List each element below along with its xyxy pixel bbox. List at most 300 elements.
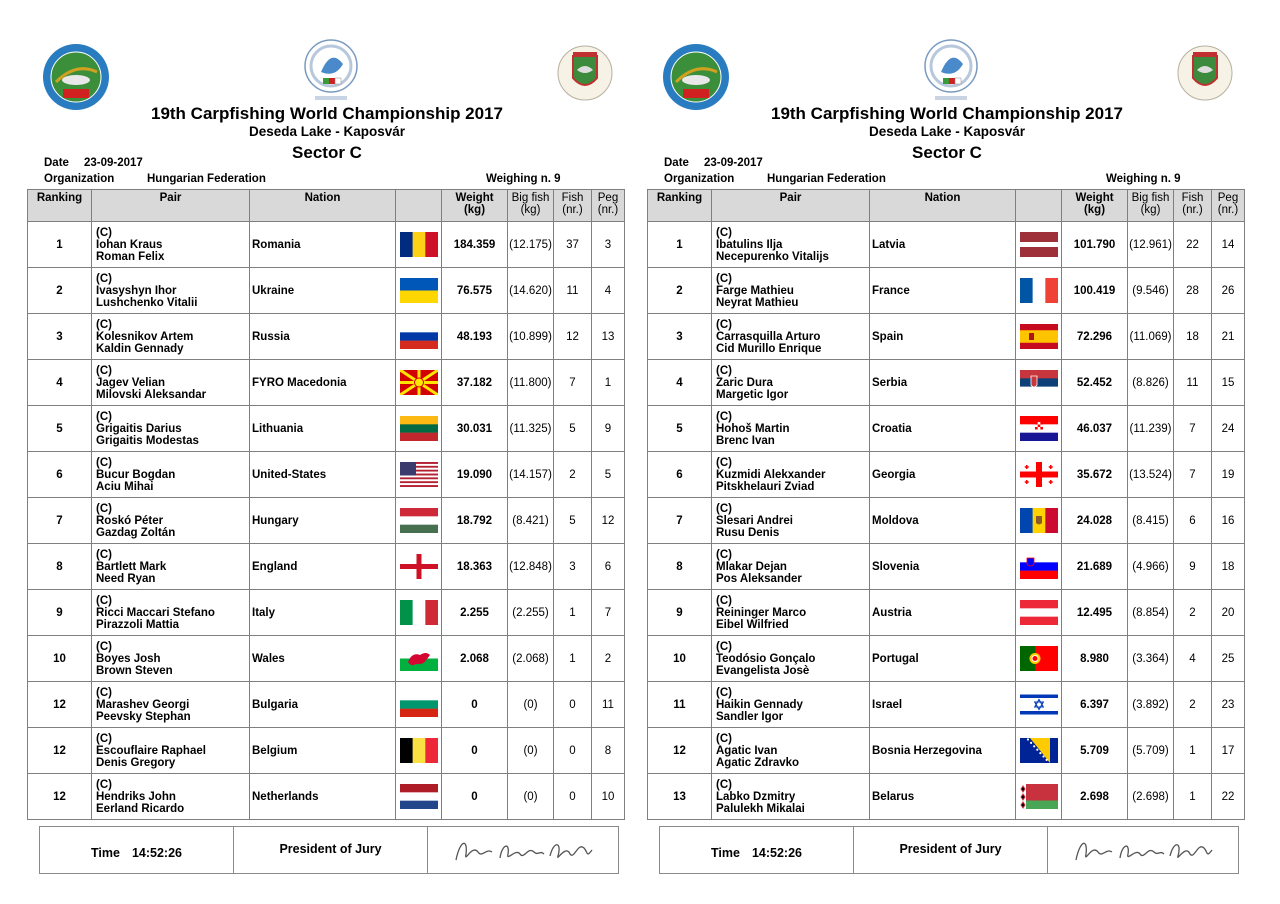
angler-1: Ivasyshyn Ihor [96,284,177,297]
pair-category: (C) [716,548,732,561]
nation-cell: Ukraine [250,268,396,314]
flag-cell [1016,452,1062,498]
bigfish-cell: (14.157) [508,452,554,498]
peg-cell: 13 [592,314,625,360]
fish-count-cell: 1 [554,636,592,682]
pair-header: Pair [92,190,250,222]
table-row [28,314,625,360]
time-value: 14:52:26 [751,846,802,860]
table-row [648,728,1245,774]
italy-flag-icon [400,600,438,625]
flag-cell [396,406,442,452]
fish-count-cell: 0 [554,682,592,728]
flag-cell [396,314,442,360]
weighing-number: Weighing n. 9 [486,173,561,185]
rank-cell: 10 [28,636,92,682]
weight-header-label: Weight [1075,192,1114,204]
rank-cell: 7 [648,498,712,544]
nation-cell: France [870,268,1016,314]
pair-category: (C) [96,226,112,239]
peg-cell: 19 [1212,452,1245,498]
pair-cell [92,590,250,636]
nation-cell: Bulgaria [250,682,396,728]
peg-header-unit: (nr.) [597,204,619,216]
peg-header [1212,190,1245,222]
nation-cell: Georgia [870,452,1016,498]
pair-category: (C) [96,732,112,745]
usa-flag-icon [400,462,438,487]
angler-2: Eerland Ricardo [96,802,185,815]
flag-cell [396,360,442,406]
bigfish-cell: (0) [508,728,554,774]
fish-count-cell: 7 [1174,452,1212,498]
pair-category: (C) [716,732,732,745]
table-row [28,222,625,268]
pair-category: (C) [716,640,732,653]
results-body [648,222,1245,820]
table-row [28,728,625,774]
rank-cell: 12 [648,728,712,774]
flag-cell [396,590,442,636]
rank-cell: 13 [648,774,712,820]
angler-1: Boyes Josh [96,652,161,665]
fips-sed-logo [41,42,111,112]
romania-flag-icon [400,232,438,257]
weight-header [442,190,508,222]
table-row [28,498,625,544]
peg-cell: 18 [1212,544,1245,590]
angler-2: Evangelista Josè [716,664,810,677]
pair-category: (C) [96,686,112,699]
peg-header-unit: (nr.) [1217,204,1239,216]
angler-1: Teodósio Gonçalo [716,652,816,665]
bigfish-cell: (14.620) [508,268,554,314]
rank-cell: 1 [28,222,92,268]
table-row [648,544,1245,590]
fish-count-cell: 22 [1174,222,1212,268]
venue-subtitle: Deseda Lake - Kaposvár [248,124,406,139]
table-row [648,222,1245,268]
serbia-flag-icon [1020,370,1058,395]
flag-cell [1016,774,1062,820]
pair-category: (C) [716,410,732,423]
pair-cell [712,360,870,406]
angler-2: Necepurenko Vitalijs [716,250,829,263]
rank-cell: 2 [648,268,712,314]
weight-cell: 12.495 [1062,590,1128,636]
flag-header [1016,190,1062,222]
bulgaria-flag-icon [400,692,438,717]
angler-1: Agatic Ivan [716,744,778,757]
angler-2: Pitskhelauri Zviad [716,480,815,493]
russia-flag-icon [400,324,438,349]
date-label: Date [44,157,69,169]
table-row [648,774,1245,820]
weight-cell: 48.193 [442,314,508,360]
bigfish-cell: (12.961) [1128,222,1174,268]
table-row [28,360,625,406]
flag-cell [1016,498,1062,544]
pair-category: (C) [96,548,112,561]
belgium-flag-icon [400,738,438,763]
weight-cell: 37.182 [442,360,508,406]
angler-2: Gazdag Zoltán [96,526,176,539]
pair-category: (C) [716,502,732,515]
angler-2: Peevsky Stephan [96,710,191,723]
flag-cell [396,728,442,774]
pair-category: (C) [96,778,112,791]
peg-cell: 3 [592,222,625,268]
nation-cell: Bosnia Herzegovina [870,728,1016,774]
angler-2: Need Ryan [96,572,156,585]
weight-cell: 76.575 [442,268,508,314]
results-sheet-right [647,0,1247,904]
rank-cell: 3 [28,314,92,360]
flag-cell [1016,728,1062,774]
table-row [648,268,1245,314]
organization-value: Hungarian Federation [147,173,266,185]
georgia-flag-icon [1020,462,1058,487]
flag-cell [1016,222,1062,268]
angler-2: Pirazzoli Mattia [96,618,180,631]
rank-cell: 1 [648,222,712,268]
nation-cell: Moldova [870,498,1016,544]
weighing-number: Weighing n. 9 [1106,173,1181,185]
bigfish-header [508,190,554,222]
bigfish-cell: (2.068) [508,636,554,682]
fish-count-cell: 0 [554,774,592,820]
pair-cell [712,774,870,820]
flag-cell [1016,268,1062,314]
rank-cell: 4 [648,360,712,406]
peg-cell: 14 [1212,222,1245,268]
weight-cell: 19.090 [442,452,508,498]
angler-1: Slesari Andrei [716,514,793,527]
angler-2: Margetic Igor [716,388,789,401]
nation-cell: Netherlands [250,774,396,820]
sector-title: Sector C [292,143,362,162]
table-row [28,590,625,636]
angler-1: Haikin Gennady [716,698,803,711]
weight-header-label: Weight [455,192,494,204]
table-row [648,498,1245,544]
table-row [648,406,1245,452]
netherlands-flag-icon [400,784,438,809]
pair-category: (C) [716,456,732,469]
weight-cell: 0 [442,774,508,820]
portugal-flag-icon [1020,646,1058,671]
bigfish-cell: (0) [508,682,554,728]
fish-count-cell: 12 [554,314,592,360]
nation-cell: Hungary [250,498,396,544]
time-label: Time [91,846,120,860]
macedonia-flag-icon [400,370,438,395]
pair-cell [712,590,870,636]
angler-1: Bartlett Mark [96,560,167,573]
angler-2: Kaldin Gennady [96,342,184,355]
hungary-flag-icon [400,508,438,533]
rank-cell: 11 [648,682,712,728]
weight-cell: 2.255 [442,590,508,636]
slovenia-flag-icon [1020,554,1058,579]
bigfish-cell: (11.239) [1128,406,1174,452]
nation-header: Nation [250,190,396,222]
time-value: 14:52:26 [131,846,182,860]
weight-cell: 46.037 [1062,406,1128,452]
peg-cell: 20 [1212,590,1245,636]
bigfish-header-label: Big fish [511,192,550,204]
fish-count-cell: 5 [554,498,592,544]
peg-cell: 26 [1212,268,1245,314]
date-label: Date [664,157,689,169]
angler-1: Grigaitis Darius [96,422,182,435]
angler-2: Sandler Igor [716,710,784,723]
header-row [28,190,625,222]
pair-cell [92,544,250,590]
bigfish-cell: (2.698) [1128,774,1174,820]
venue-subtitle: Deseda Lake - Kaposvár [868,124,1026,139]
pair-cell [92,268,250,314]
flag-cell [1016,314,1062,360]
pair-cell [712,544,870,590]
pair-cell [92,636,250,682]
time-cell [660,827,854,873]
time-label: Time [711,846,740,860]
nation-cell: Lithuania [250,406,396,452]
nation-cell: Portugal [870,636,1016,682]
pair-cell [92,222,250,268]
nation-cell: Russia [250,314,396,360]
peg-cell: 1 [592,360,625,406]
peg-cell: 9 [592,406,625,452]
flag-cell [396,222,442,268]
bigfish-header-unit: (kg) [520,204,541,216]
peg-header [592,190,625,222]
pair-cell [92,360,250,406]
angler-1: Kolesnikov Artem [96,330,194,343]
angler-2: Lushchenko Vitalii [96,296,198,309]
moldova-flag-icon [1020,508,1058,533]
bigfish-cell: (8.854) [1128,590,1174,636]
nation-cell: Croatia [870,406,1016,452]
pair-category: (C) [96,594,112,607]
mobosz-logo [1177,40,1233,106]
pair-category: (C) [96,640,112,653]
peg-cell: 10 [592,774,625,820]
angler-1: Marashev Georgi [96,698,190,711]
fish-header [554,190,592,222]
weight-cell: 5.709 [1062,728,1128,774]
bigfish-cell: (12.175) [508,222,554,268]
nation-cell: Romania [250,222,396,268]
organization-label: Organization [44,173,115,185]
fish-count-cell: 6 [1174,498,1212,544]
pair-cell [712,636,870,682]
table-row [648,314,1245,360]
angler-1: Bucur Bogdan [96,468,176,481]
rank-cell: 12 [28,728,92,774]
peg-cell: 24 [1212,406,1245,452]
fish-count-cell: 9 [1174,544,1212,590]
fish-count-cell: 5 [554,406,592,452]
ranking-header: Ranking [28,190,92,222]
flag-cell [396,452,442,498]
rank-cell: 5 [28,406,92,452]
bigfish-cell: (4.966) [1128,544,1174,590]
pair-category: (C) [96,502,112,515]
angler-1: Labko Dzmitry [716,790,796,803]
england-flag-icon [400,554,438,579]
flag-cell [396,268,442,314]
pair-category: (C) [96,410,112,423]
weight-cell: 101.790 [1062,222,1128,268]
angler-1: Hohoš Martin [716,422,790,435]
table-row [28,682,625,728]
pair-category: (C) [716,686,732,699]
bigfish-cell: (9.546) [1128,268,1174,314]
angler-1: Reininger Marco [716,606,807,619]
flag-cell [396,682,442,728]
fish-count-cell: 4 [1174,636,1212,682]
weight-header-unit: (kg) [463,204,486,216]
fish-count-cell: 7 [1174,406,1212,452]
results-table [647,189,1245,820]
pair-category: (C) [716,318,732,331]
angler-1: Kuzmidi Alekxander [716,468,826,481]
nation-cell: Latvia [870,222,1016,268]
angler-2: Pos Aleksander [716,572,802,585]
austria-flag-icon [1020,600,1058,625]
rank-cell: 9 [28,590,92,636]
flag-cell [1016,682,1062,728]
weight-cell: 18.363 [442,544,508,590]
pair-category: (C) [96,272,112,285]
weight-cell: 0 [442,682,508,728]
nation-cell: Italy [250,590,396,636]
bigfish-cell: (3.364) [1128,636,1174,682]
championship-title: 19th Carpfishing World Championship 2017 [150,104,503,123]
jury-signature [1048,827,1238,873]
angler-2: Denis Gregory [96,756,176,769]
peg-cell: 16 [1212,498,1245,544]
fish-count-cell: 11 [554,268,592,314]
fish-header-label: Fish [1181,192,1204,204]
peg-cell: 15 [1212,360,1245,406]
angler-1: Ricci Maccari Stefano [96,606,215,619]
table-row [648,590,1245,636]
bigfish-cell: (0) [508,774,554,820]
weight-cell: 24.028 [1062,498,1128,544]
flag-cell [1016,406,1062,452]
pair-cell [712,452,870,498]
rank-cell: 6 [28,452,92,498]
fish-count-cell: 28 [1174,268,1212,314]
croatia-flag-icon [1020,416,1058,441]
bigfish-header-unit: (kg) [1140,204,1161,216]
weight-cell: 30.031 [442,406,508,452]
angler-2: Roman Felix [96,250,165,263]
bigfish-cell: (10.899) [508,314,554,360]
angler-2: Cid Murillo Enrique [716,342,822,355]
nation-cell: FYRO Macedonia [250,360,396,406]
organization-value: Hungarian Federation [767,173,886,185]
peg-header-label: Peg [1217,192,1239,204]
rank-cell: 3 [648,314,712,360]
weight-cell: 100.419 [1062,268,1128,314]
peg-cell: 21 [1212,314,1245,360]
nation-cell: Austria [870,590,1016,636]
rank-cell: 9 [648,590,712,636]
fish-header-unit: (nr.) [562,204,583,216]
peg-cell: 11 [592,682,625,728]
pair-category: (C) [716,364,732,377]
table-row [648,636,1245,682]
signature-footer [659,826,1239,874]
rank-cell: 8 [648,544,712,590]
pair-cell [712,314,870,360]
bigfish-cell: (11.069) [1128,314,1174,360]
championship-title: 19th Carpfishing World Championship 2017 [770,104,1123,123]
weight-cell: 21.689 [1062,544,1128,590]
weight-cell: 8.980 [1062,636,1128,682]
signature-footer [39,826,619,874]
pair-cell [92,774,250,820]
results-sheet-left [27,0,627,904]
weight-header [1062,190,1128,222]
results-table [27,189,625,820]
weight-cell: 2.068 [442,636,508,682]
peg-header-label: Peg [597,192,619,204]
ukraine-flag-icon [400,278,438,303]
bigfish-cell: (5.709) [1128,728,1174,774]
flag-cell [1016,360,1062,406]
fips-sed-logo [661,42,731,112]
angler-2: Grigaitis Modestas [96,434,199,447]
results-body [28,222,625,820]
carpfishing-world-championship-logo [301,34,361,106]
weight-cell: 184.359 [442,222,508,268]
flag-cell [396,774,442,820]
nation-cell: England [250,544,396,590]
bigfish-header [1128,190,1174,222]
angler-1: Farge Mathieu [716,284,794,297]
organization-label: Organization [664,173,735,185]
pair-category: (C) [716,272,732,285]
peg-cell: 8 [592,728,625,774]
fish-count-cell: 3 [554,544,592,590]
latvia-flag-icon [1020,232,1058,257]
weight-cell: 18.792 [442,498,508,544]
bigfish-cell: (8.826) [1128,360,1174,406]
table-row [648,452,1245,498]
nation-cell: Slovenia [870,544,1016,590]
pair-cell [712,728,870,774]
pair-header: Pair [712,190,870,222]
peg-cell: 17 [1212,728,1245,774]
president-of-jury-label: President of Jury [234,827,428,873]
table-row [28,544,625,590]
israel-flag-icon [1020,692,1058,717]
rank-cell: 12 [28,774,92,820]
pair-cell [712,682,870,728]
angler-1: Ibatulins Ilja [716,238,783,251]
weight-header-unit: (kg) [1083,204,1106,216]
belarus-flag-icon [1020,784,1058,809]
fish-count-cell: 1 [1174,774,1212,820]
pair-category: (C) [716,778,732,791]
table-row [648,360,1245,406]
bigfish-cell: (2.255) [508,590,554,636]
